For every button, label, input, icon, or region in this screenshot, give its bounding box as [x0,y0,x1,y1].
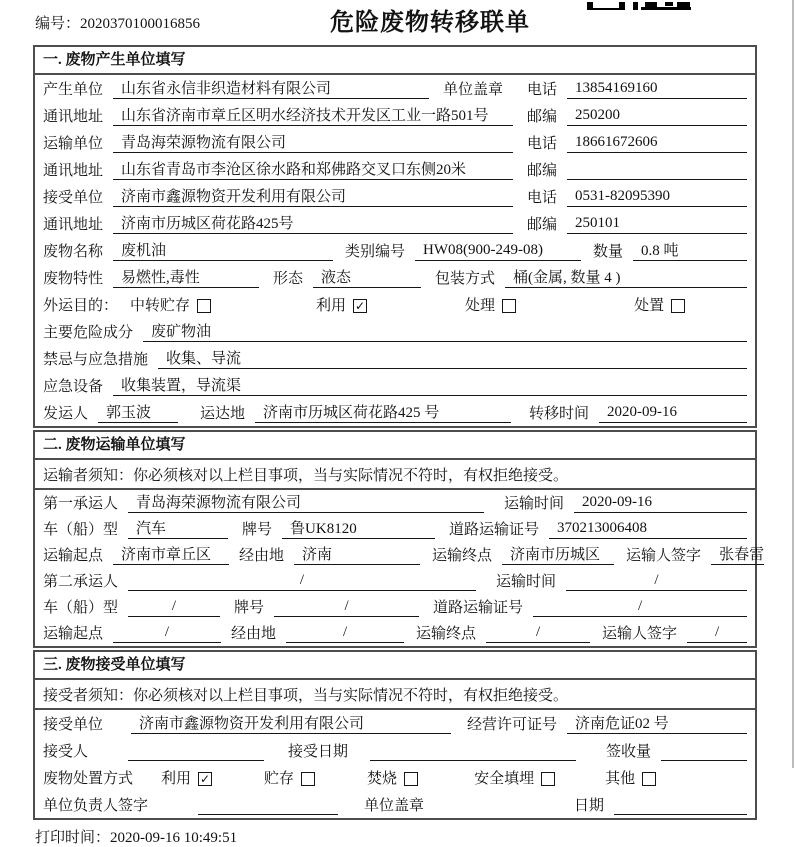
row-transporter-unit [35,129,755,156]
producer-unit-value: 山东省永信非织造材料有限公司 [113,77,429,99]
second-carrier-label: 第二承运人 [43,574,119,590]
carrier-signature-1-value: 张春雷 [711,543,764,565]
page-edge-line [792,0,794,768]
purpose-treatment-label: 处理 [465,298,496,314]
form-sheet [33,45,765,820]
receiver-phone-value: 0531-82095390 [567,188,747,207]
license-value: 济南危证02 号 [567,712,747,734]
transport-time-label: 运输时间 [496,574,557,590]
emergency-equipment-value: 收集装置，导流渠 [113,374,747,396]
transporter-zip-value [567,161,747,180]
row-receiver-address [35,210,755,237]
origin-2-value: / [113,624,221,643]
receiver-unit-label: 接受单位 [43,717,104,733]
via-label: 经由地 [231,626,277,642]
shipper-value: 郭玉波 [98,401,178,423]
license-label: 经营许可证号 [467,717,558,733]
form-value: 液态 [313,266,421,288]
phone-label: 电话 [526,190,557,206]
checkbox-reuse: ✓ [355,299,366,313]
row-emergency-equipment [35,372,755,399]
section-receiver-heading: 三. 废物接受单位填写 [35,652,755,680]
row-route-1 [35,542,765,568]
via-2-value: / [286,624,404,643]
category-value: HW08(900-249-08) [415,242,581,261]
vehicle-type-2-value: / [128,598,220,617]
shipper-label: 发运人 [43,406,89,422]
waste-name-label: 废物名称 [43,244,104,260]
received-quantity-value [661,742,747,761]
serial-number [35,12,200,33]
checkbox-disposal-incineration [404,772,418,786]
vehicle-type-label: 车（船）型 [43,600,119,616]
producer-unit-label: 产生单位 [43,82,104,98]
quantity-label: 数量 [593,244,624,260]
purpose-reuse-label: 利用 [316,298,347,314]
print-time-label: 打印时间： [35,830,111,846]
road-permit-1-value: 370213006408 [549,520,747,539]
transport-time-2-value: / [566,572,747,591]
disposal-reuse-label: 利用 [161,771,192,787]
receiver-zip-value: 250101 [567,215,747,234]
responsible-signature-value [198,796,338,815]
purpose-transfer-storage-label: 中转贮存 [130,298,191,314]
checkbox-treatment [502,299,516,313]
first-carrier-label: 第一承运人 [43,496,119,512]
emergency-measures-label: 禁忌与应急措施 [43,352,149,368]
serial-label: 编号： [35,16,81,32]
carrier-signature-2-value: / [687,624,747,643]
disposal-method-label: 废物处置方式 [43,771,134,787]
road-permit-2-value: / [533,598,747,617]
endpoint-2-value: / [486,624,590,643]
origin-label: 运输起点 [43,626,104,642]
receiver-unit-label: 接受单位 [43,190,104,206]
endpoint-1-value: 济南市历城区 [502,543,614,565]
date-label: 日期 [574,798,605,814]
print-time-value: 2020-09-16 10:49:51 [110,830,238,846]
carrier-signature-label: 运输人签字 [602,626,678,642]
endpoint-label: 运输终点 [432,548,493,564]
form-label: 形态 [273,271,304,287]
checkbox-disposal-storage [301,772,315,786]
disposal-option-landfill [474,767,555,788]
purpose-label: 外运目的： [43,298,119,314]
checkbox-disposal-other [642,772,656,786]
serial-value: 2020370100016856 [80,16,201,32]
receiver-person-label: 接受人 [43,744,89,760]
receive-date-value [370,742,576,761]
receiver-person-value [128,742,264,761]
row-producer-address [35,102,755,129]
plate-2-value: / [274,598,419,617]
checkbox-disposal-reuse: ✓ [200,772,211,786]
phone-label: 电话 [526,136,557,152]
purpose-option-treatment [465,294,516,315]
disposal-option-storage [264,767,315,788]
row-hazard-components [35,318,755,345]
print-time [35,826,796,847]
transporter-unit-label: 运输单位 [43,136,104,152]
disposal-storage-label: 贮存 [264,771,295,787]
disposal-option-other [605,767,656,788]
plate-1-value: 鲁UK8120 [282,517,435,539]
row-receiver-unit-2 [35,710,755,737]
section-producer [33,45,757,428]
category-label: 类别编号 [345,244,406,260]
receive-date-label: 接受日期 [288,744,349,760]
via-1-value: 济南 [294,543,420,565]
address-label: 通讯地址 [43,163,104,179]
row-emergency-measures [35,345,755,372]
date-value [614,796,747,815]
row-receiver-unit [35,183,755,210]
checkbox-disposal [671,299,685,313]
transporter-unit-value: 青岛海荣源物流有限公司 [113,131,513,153]
vehicle-type-1-value: 汽车 [128,517,228,539]
carrier-signature-label: 运输人签字 [626,548,702,564]
road-permit-label: 道路运输证号 [433,600,524,616]
unit-seal-label: 单位盖章 [443,82,504,98]
row-first-carrier [35,490,755,516]
section-receiver [33,650,757,820]
row-second-carrier [35,568,755,594]
disposal-option-incineration [367,767,418,788]
zip-label: 邮编 [526,109,557,125]
address-label: 通讯地址 [43,217,104,233]
checkbox-disposal-landfill [541,772,555,786]
row-purpose [35,291,755,318]
address-label: 通讯地址 [43,109,104,125]
receiver-address-value: 济南市历城区荷花路425号 [113,212,513,234]
row-disposal-method [35,764,755,791]
received-quantity-label: 签收量 [606,744,652,760]
disposal-landfill-label: 安全填埋 [474,771,535,787]
quantity-value: 0.8 吨 [633,239,747,261]
qr-code-icon [587,0,703,10]
row-producer-unit [35,75,755,102]
packaging-label: 包装方式 [435,271,496,287]
section-transporter-heading: 二. 废物运输单位填写 [35,432,755,460]
disposal-other-label: 其他 [605,771,636,787]
packaging-value: 桶(金属, 数量 4 ) [505,266,747,288]
purpose-disposal-label: 处置 [634,298,665,314]
row-vehicle-1 [35,516,755,542]
row-shipper [35,399,755,426]
producer-phone-value: 13854169160 [567,80,747,99]
purpose-option-disposal [634,294,685,315]
first-carrier-value: 青岛海荣源物流有限公司 [128,491,484,513]
row-waste-name [35,237,755,264]
row-transporter-address [35,156,755,183]
transporter-address-value: 山东省青岛市李沧区徐水路和郑佛路交叉口东侧20米 [113,158,513,180]
transfer-time-value: 2020-09-16 [599,404,747,423]
via-label: 经由地 [239,548,285,564]
row-receiver-person [35,737,755,764]
transport-time-label: 运输时间 [504,496,565,512]
checkbox-transfer-storage [197,299,211,313]
row-waste-property [35,264,755,291]
producer-zip-value: 250200 [567,107,747,126]
receiver-notice: 接受者须知：你必须核对以上栏目事项，当与实际情况不符时，有权拒绝接受。 [35,680,755,710]
vehicle-type-label: 车（船）型 [43,522,119,538]
hazard-components-label: 主要危险成分 [43,325,134,341]
zip-label: 邮编 [526,217,557,233]
destination-label: 运达地 [200,406,246,422]
destination-value: 济南市历城区荷花路425 号 [255,401,511,423]
row-responsible-signature [35,791,755,818]
origin-1-value: 济南市章丘区 [113,543,229,565]
receiver-unit-2-value: 济南市鑫源物资开发利用有限公司 [131,712,451,734]
second-carrier-value: / [128,572,476,591]
phone-label: 电话 [526,82,557,98]
emergency-equipment-label: 应急设备 [43,379,104,395]
row-vehicle-2 [35,594,755,620]
receiver-unit-value: 济南市鑫源物资开发利用有限公司 [113,185,513,207]
transport-time-1-value: 2020-09-16 [574,494,747,513]
transporter-phone-value: 18661672606 [567,134,747,153]
purpose-option-transfer-storage [130,294,211,315]
endpoint-label: 运输终点 [416,626,477,642]
waste-property-label: 废物特性 [43,271,104,287]
origin-label: 运输起点 [43,548,104,564]
responsible-signature-label: 单位负责人签字 [43,798,149,814]
disposal-option-reuse [161,767,212,788]
row-route-2 [35,620,755,646]
disposal-incineration-label: 焚烧 [367,771,398,787]
section-transporter [33,430,765,648]
unit-seal-label: 单位盖章 [364,798,425,814]
form-header [0,0,796,45]
page-title: 危险废物转移联单 [330,10,530,36]
hazard-components-value: 废矿物油 [143,320,747,342]
plate-label: 牌号 [234,600,265,616]
transfer-time-label: 转移时间 [529,406,590,422]
section-producer-heading: 一. 废物产生单位填写 [35,47,755,75]
emergency-measures-value: 收集、导流 [158,347,747,369]
purpose-option-reuse [316,294,367,315]
zip-label: 邮编 [526,163,557,179]
plate-label: 牌号 [242,522,273,538]
road-permit-label: 道路运输证号 [449,522,540,538]
transporter-notice: 运输者须知：你必须核对以上栏目事项，当与实际情况不符时，有权拒绝接受。 [35,460,755,490]
waste-name-value: 废机油 [113,239,333,261]
waste-property-value: 易燃性,毒性 [113,266,259,288]
producer-address-value: 山东省济南市章丘区明水经济技术开发区工业一路501号 [113,104,513,126]
